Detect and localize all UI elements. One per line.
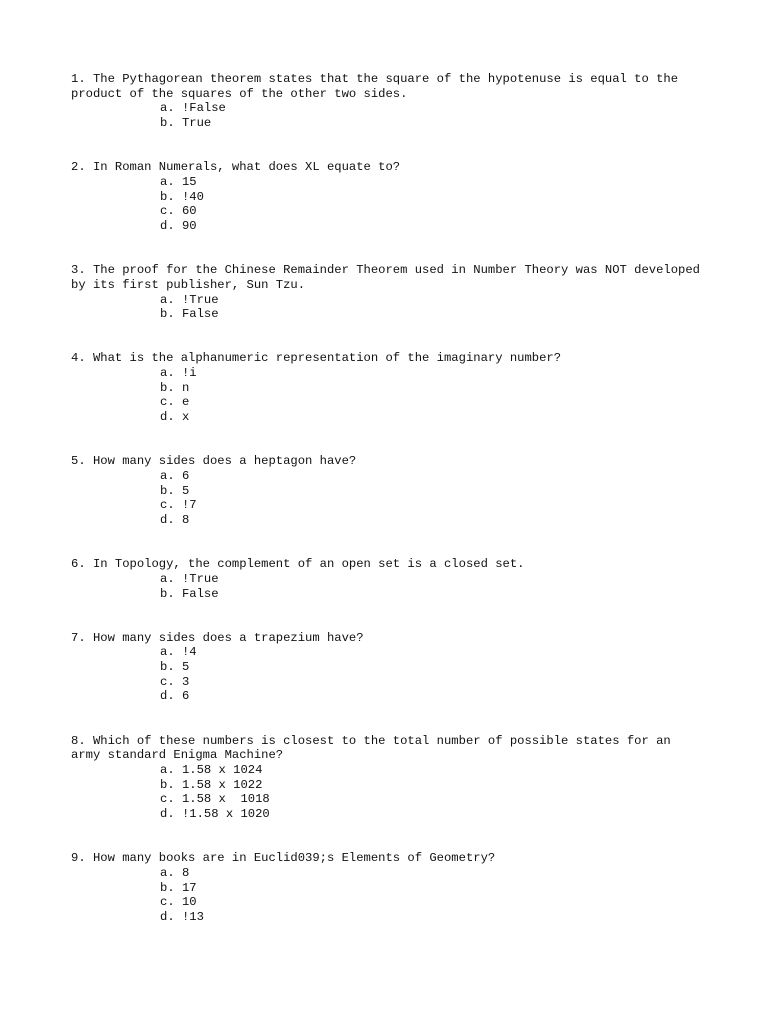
option-item: a. !i — [160, 366, 197, 381]
option-list — [71, 101, 701, 130]
option-list — [71, 366, 701, 425]
option-list — [71, 645, 701, 704]
option-item: a. 1.58 x 1024 — [160, 762, 263, 777]
option-item: a. !True — [160, 292, 219, 307]
option-list — [71, 572, 701, 601]
option-item: d. !13 — [160, 909, 204, 924]
option-item: b. True — [160, 116, 212, 131]
question-text: 1. The Pythagorean theorem states that the square of the hypotenuse is equal to the product of the squares of the other two sides. — [71, 72, 686, 101]
question-text: 2. In Roman Numerals, what does XL equate to? — [71, 160, 401, 175]
option-item: a. 8 — [160, 865, 190, 880]
option-item: c. !7 — [160, 498, 197, 513]
question-text: 6. In Topology, the complement of an open set is a closed set. — [71, 557, 525, 572]
option-list — [71, 866, 701, 925]
option-item: c. 10 — [160, 895, 197, 910]
option-item: c. 3 — [160, 674, 190, 689]
option-item: b. 5 — [160, 483, 190, 498]
question-7 — [71, 631, 701, 705]
option-list — [71, 175, 701, 234]
option-item: d. 90 — [160, 219, 197, 234]
question-text: 3. The proof for the Chinese Remainder Theorem used in Number Theory was NOT developed by its first publisher, Sun Tzu. — [71, 263, 708, 292]
option-item: a. 6 — [160, 468, 190, 483]
question-4 — [71, 351, 701, 425]
question-6 — [71, 557, 701, 601]
option-item: d. !1.58 x 1020 — [160, 807, 270, 822]
option-list — [71, 763, 701, 822]
option-item: c. 1.58 x 1018 — [160, 792, 270, 807]
question-5 — [71, 454, 701, 528]
option-item: a. 15 — [160, 174, 197, 189]
option-item: d. 6 — [160, 689, 190, 704]
option-item: c. 60 — [160, 204, 197, 219]
option-item: b. n — [160, 380, 190, 395]
quiz-document — [71, 72, 708, 954]
option-item: d. x — [160, 410, 190, 425]
question-9 — [71, 851, 701, 925]
question-text: 4. What is the alphanumeric representation of the imaginary number? — [71, 351, 562, 366]
option-item: d. 8 — [160, 513, 190, 528]
question-1 — [71, 72, 701, 131]
option-item: b. 1.58 x 1022 — [160, 777, 263, 792]
option-list — [71, 293, 701, 322]
option-item: c. e — [160, 395, 190, 410]
question-text: 7. How many sides does a trapezium have? — [71, 630, 364, 645]
option-item: b. False — [160, 586, 219, 601]
option-item: b. !40 — [160, 189, 204, 204]
option-list — [71, 469, 701, 528]
option-item: a. !False — [160, 101, 226, 116]
option-item: b. False — [160, 307, 219, 322]
option-item: b. 5 — [160, 660, 190, 675]
option-item: a. !4 — [160, 645, 197, 660]
option-item: b. 17 — [160, 880, 197, 895]
question-text: 9. How many books are in Euclid039;s Elements of Geometry? — [71, 851, 496, 866]
question-3 — [71, 263, 708, 322]
question-text: 8. Which of these numbers is closest to the total number of possible states for an army standard Enigma Machine? — [71, 733, 679, 763]
question-text: 5. How many sides does a heptagon have? — [71, 454, 357, 469]
option-item: a. !True — [160, 571, 219, 586]
question-8 — [71, 734, 701, 822]
question-2 — [71, 160, 701, 234]
